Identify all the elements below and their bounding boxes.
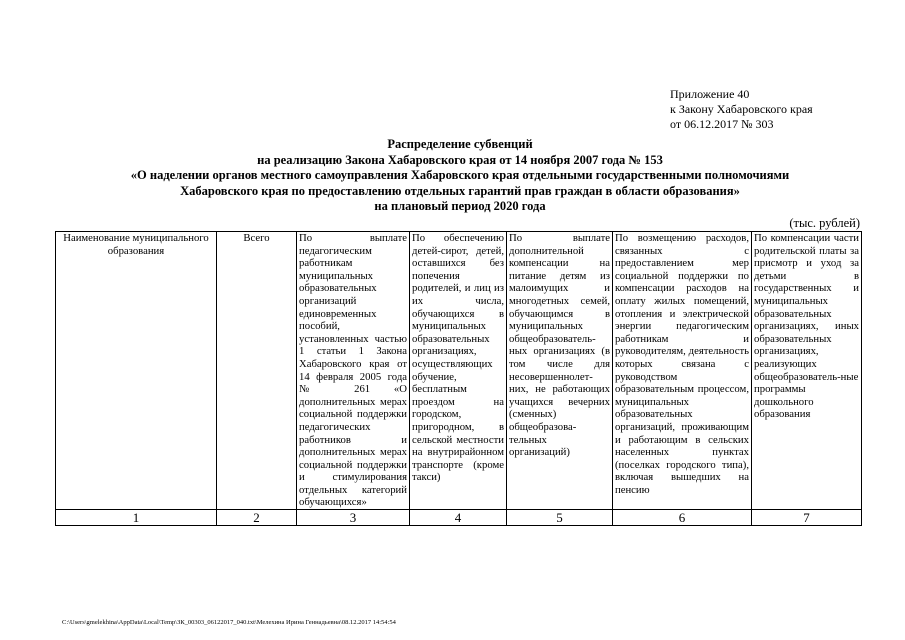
title-line-3: «О наделении органов местного самоуправления Хабаровского края отдельными государственными полномочиями bbox=[130, 168, 790, 182]
column-number: 5 bbox=[507, 510, 613, 526]
header-col-5 bbox=[507, 232, 613, 510]
header-col-4 bbox=[410, 232, 507, 510]
header-col-6-text: По возмещению расходов, связанных с предоставлением мер социальной поддержки по компенсации расходов на оплату жилых помещений, отопления и электрической энергии педагогическим работникам и руководителям, деятельность которых связана с руководством образовательным процессом, муниципальных образовательных организаций, проживающим и работающим в сельских населенных пунктах (поселках городского типа), включая вышедших на пенсию bbox=[615, 232, 749, 496]
table-header-row bbox=[56, 232, 862, 510]
appendix-line-3: от 06.12.2017 № 303 bbox=[670, 117, 774, 131]
column-number: 2 bbox=[217, 510, 297, 526]
title-line-2: на реализацию Закона Хабаровского края от 14 ноября 2007 года № 153 bbox=[257, 152, 663, 167]
header-col-3 bbox=[297, 232, 410, 510]
header-col-7-text: По компенсации части родительской платы за присмотр и уход за детьми в государственных и муниципальных образовательных организациях, иных образовательных организациях, реализующих общеобразователь-ные программы дошкольного образования bbox=[754, 232, 859, 421]
column-number: 7 bbox=[752, 510, 862, 526]
title-line-4: Хабаровского края по предоставлению отдельных гарантий прав граждан в области образования» bbox=[180, 183, 740, 198]
column-number: 3 bbox=[297, 510, 410, 526]
appendix-line-2: к Закону Хабаровского края bbox=[670, 102, 813, 116]
subvention-table bbox=[55, 231, 862, 526]
header-col-7 bbox=[752, 232, 862, 510]
header-municipality: Наименование муниципального образования bbox=[56, 232, 217, 510]
appendix-line-1: Приложение 40 bbox=[670, 87, 750, 101]
title-line-1: Распределение субвенций bbox=[387, 137, 533, 151]
column-number-row bbox=[56, 510, 862, 526]
file-path-footer: C:\Users\gmelekhina\AppData\Local\Temp\ЗК_00303_06122017_040.txt\Мелехина Ирина Геннадьевна\08.12.2017 14:54:54 bbox=[62, 619, 396, 626]
units-label: (тыс. рублей) bbox=[789, 216, 860, 230]
header-col-3-text: По выплате педагогическим работникам муниципальных образовательных организаций единовременных пособий, установленных частью 1 статьи 1 Закона Хабаровского края от 14 февраля 2005 года № 261 «О дополнительных мерах социальной поддержки педагогических работников и дополнительных мерах социальной поддержки и стимулирования отдельных категорий обучающихся» bbox=[299, 232, 407, 509]
column-number: 4 bbox=[410, 510, 507, 526]
document-title bbox=[60, 137, 860, 215]
title-line-5: на плановый период 2020 года bbox=[374, 199, 546, 213]
header-total: Всего bbox=[217, 232, 297, 510]
column-number: 6 bbox=[613, 510, 752, 526]
appendix-block bbox=[670, 87, 813, 132]
header-col-5-text: По выплате дополнительной компенсации на питание детям из малоимущих и многодетных семей, обучающимся в муниципальных общеобразователь-ных организациях (в том числе для несовершеннолет-них, не работающих учащихся вечерних (сменных) общеобразова-тельных организаций) bbox=[509, 232, 610, 459]
column-number: 1 bbox=[56, 510, 217, 526]
header-col-4-text: По обеспечению детей-сирот, детей, оставшихся без попечения родителей, и лиц из их числа, обучающихся в муниципальных образовательных организациях, осуществляющих обучение, бесплатным проездом на городском, пригородном, в сельской местности на внутрирайонном транспорте (кроме такси) bbox=[412, 232, 504, 484]
header-col-6 bbox=[613, 232, 752, 510]
